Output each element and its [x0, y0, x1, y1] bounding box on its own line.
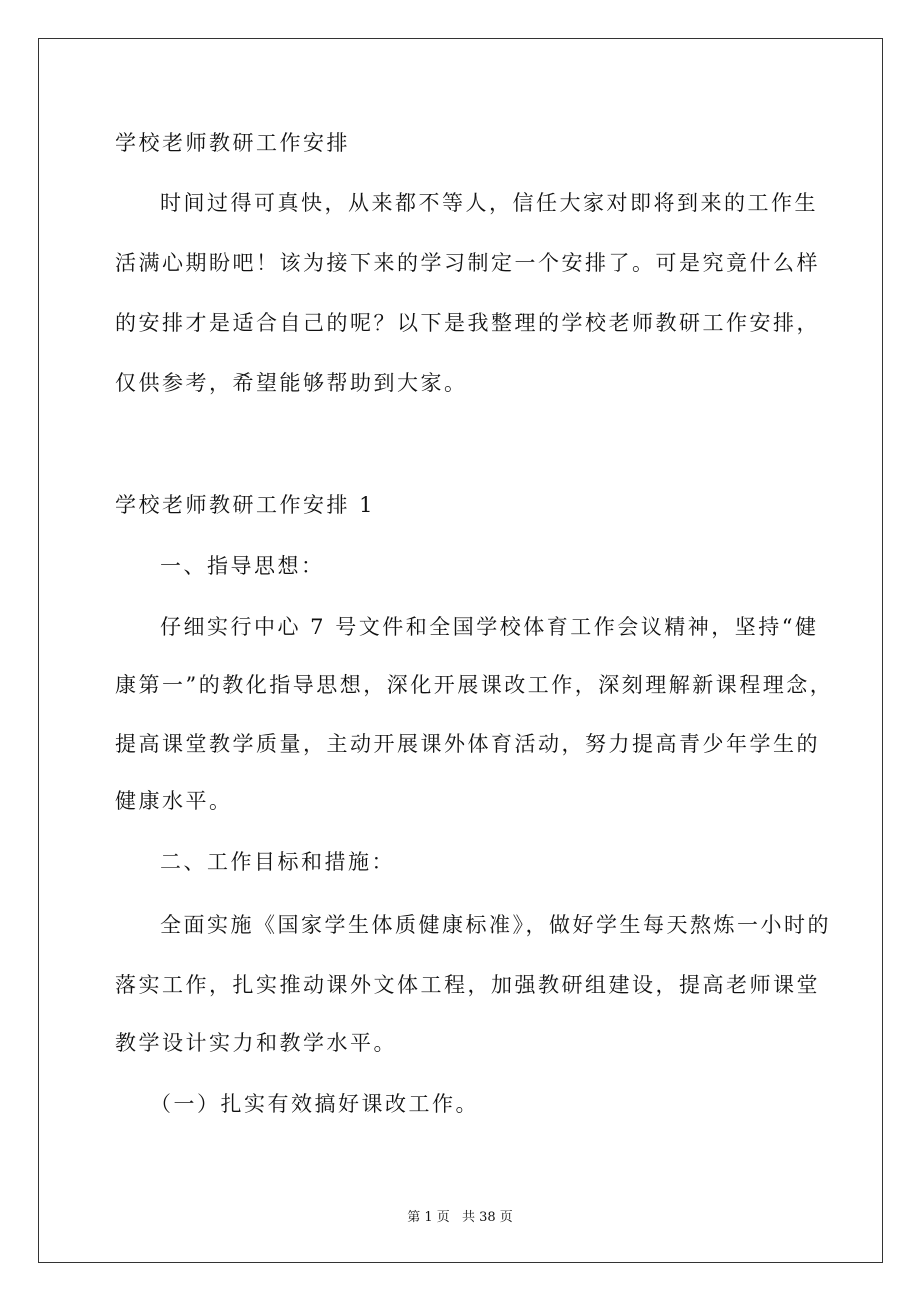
- paragraph-line: 健康水平。: [115, 789, 233, 813]
- paragraph-line: 全面实施《国家学生体质健康标准》，做好学生每天熬炼一小时的: [160, 913, 831, 937]
- page-border: [38, 38, 883, 1263]
- paragraph-line: 落实工作，扎实推动课外文体工程，加强教研组建设，提高老师课堂: [115, 973, 820, 997]
- heading-guiding-ideology: 一、指导思想：: [160, 554, 325, 578]
- page-footer: [0, 1206, 920, 1225]
- intro-line: 仅供参考，希望能够帮助到大家。: [115, 371, 468, 395]
- subheading: （一）扎实有效搞好课改工作。: [150, 1092, 479, 1116]
- paragraph-line: 仔细实行中心 7 号文件和全国学校体育工作会议精神，坚持“健: [160, 615, 819, 639]
- document-title: 学校老师教研工作安排: [115, 131, 350, 155]
- paragraph-line: 康第一”的教化指导思想，深化开展课改工作，深刻理解新课程理念，: [115, 673, 834, 697]
- intro-line: 的安排才是适合自己的呢？以下是我整理的学校老师教研工作安排，: [115, 311, 820, 335]
- heading-goals-measures: 二、工作目标和措施：: [160, 850, 395, 874]
- section-title: 学校老师教研工作安排 1: [115, 493, 376, 517]
- paragraph-line: 教学设计实力和教学水平。: [115, 1031, 397, 1055]
- intro-line: 时间过得可真快，从来都不等人，信任大家对即将到来的工作生: [160, 191, 818, 215]
- page-total: 共 38 页: [461, 1210, 513, 1225]
- intro-line: 活满心期盼吧！该为接下来的学习制定一个安排了。可是究竟什么样: [115, 251, 820, 275]
- page-number: 第 1 页: [407, 1210, 450, 1225]
- paragraph-line: 提高课堂教学质量，主动开展课外体育活动，努力提高青少年学生的: [115, 732, 820, 756]
